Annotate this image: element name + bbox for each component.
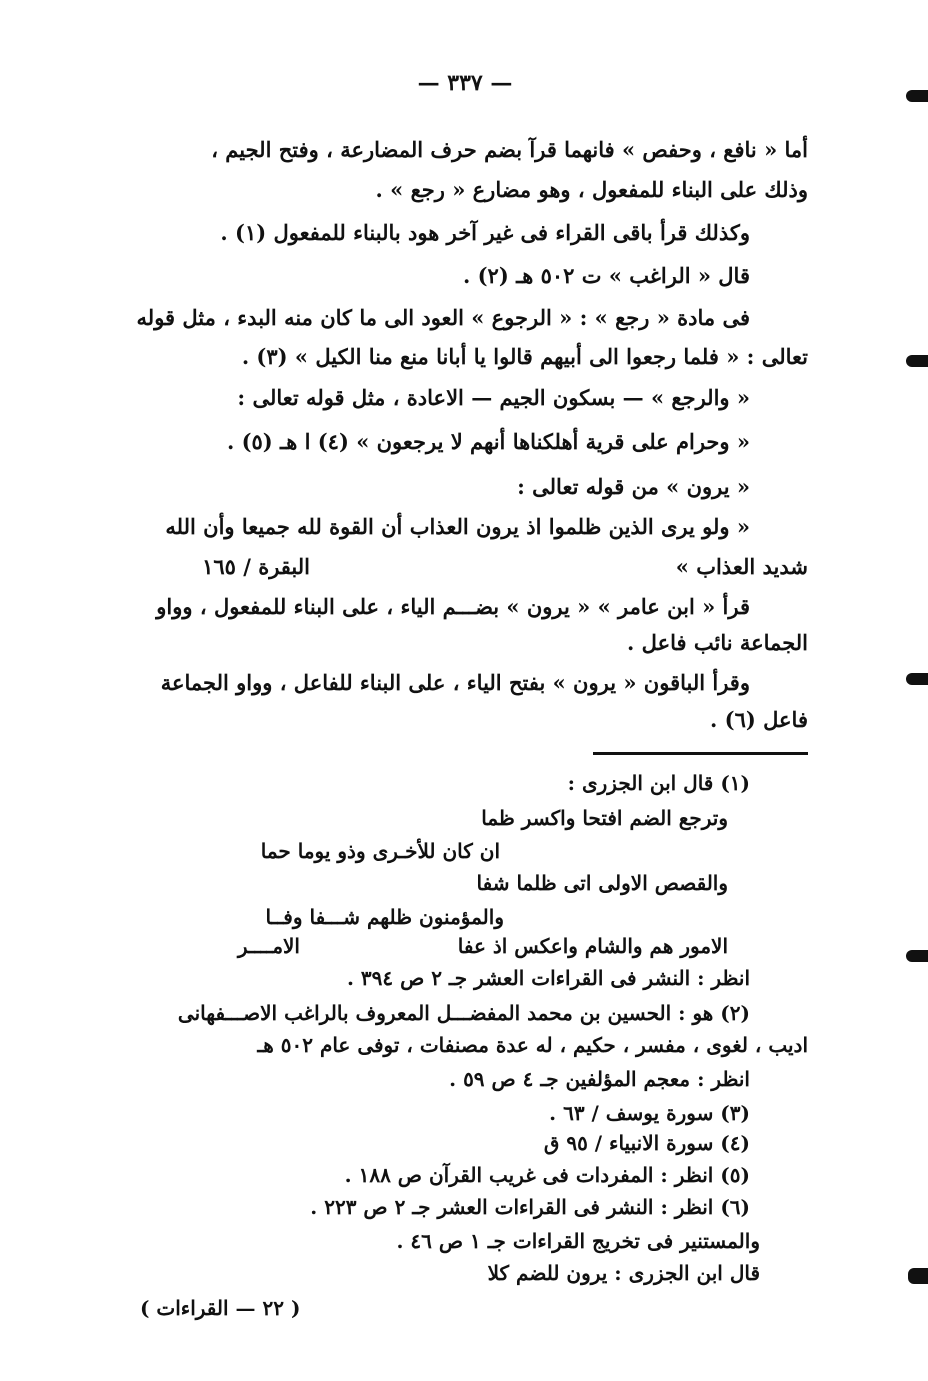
margin-mark [906,673,928,685]
body-line: « يرون » من قوله تعالى : [517,474,750,499]
body-line: « ولو يرى الذين ظلموا اذ يرون العذاب أن القوة لله جميعا وأن الله [165,514,750,539]
footnote-line: الامــــر [237,934,300,958]
margin-mark [908,1268,928,1284]
footnote-line: (١) قال ابن الجزرى : [567,771,750,795]
footnote-line: والقصص الاولى اتى ظلما شفا [476,871,728,895]
body-line: قال « الراغب » ت ٥٠٢ هـ (٢) . [462,263,750,288]
body-line: فاعل (٦) . [710,707,808,732]
footnote-line: (٥) انظر : المفردات فى غريب القرآن ص ١٨٨ . [344,1163,750,1187]
footnote-line: (٦) انظر : النشر فى القراءات العشر جـ ٢ ص ٢٢٣ . [310,1195,750,1219]
footnote-line: (٣) سورة يوسف / ٦٣ . [549,1101,750,1125]
body-line: فى مادة « رجع » : « الرجوع » العود الى ما كان منه البدء ، مثل قوله [136,305,750,330]
footnote-line: انظر : معجم المؤلفين جـ ٤ ص ٥٩ . [449,1067,750,1091]
signature-mark: ( ٢٢ — القراءات ) [140,1296,301,1320]
footnote-line: وترجع الضم افتحا واكسر ظما [481,806,728,830]
margin-mark [906,355,928,367]
margin-mark [906,950,928,962]
footnote-line: انظر : النشر فى القراءات العشر جـ ٢ ص ٣٩٤ . [346,966,750,990]
body-line: وكذلك قرأ باقى القراء فى غير آخر هود بالبناء للمفعول (١) . [220,220,750,245]
body-line: قرأ « ابن عامر » « يرون » بضـــم الياء ، على البناء للمفعول ، وواو [156,594,750,619]
footnote-line: قال ابن الجزرى : يرون للضم كلا [487,1261,760,1285]
footnote-divider [593,752,808,755]
body-line: وذلك على البناء للمفعول ، وهو مضارع « رجع » . [375,177,808,202]
page-number: — ٣٣٧ — [417,70,513,96]
body-line: أما « نافع ، وحفص » فانهما قرآ بضم حرف المضارعة ، وفتح الجيم ، [211,137,808,162]
body-line: « والرجع » — بسكون الجيم — الاعادة ، مثل قوله تعالى : [237,385,750,410]
footnote-line: (٢) هو : الحسين بن محمد المفضـــل المعروف بالراغب الاصـــفهانى [177,1001,750,1025]
footnote-line: ان كان للأخـرى وذو يوما حما [260,839,500,863]
footnote-line: (٤) سورة الانبياء / ٩٥ ق [543,1131,750,1155]
body-line: تعالى : « فلما رجعوا الى أبيهم قالوا يا أبانا منع منا الكيل » (٣) . [241,344,808,369]
body-line: « وحرام على قرية أهلكناها أنهم لا يرجعون » (٤) ا هـ (٥) . [226,429,750,454]
footnote-line: والمستنير فى تخريج القراءات جـ ١ ص ٤٦ . [396,1229,760,1253]
body-line: شديد العذاب » [675,554,808,579]
verse-reference: البقرة / ١٦٥ [202,554,310,579]
margin-mark [906,90,928,102]
body-line: وقرأ الباقون « يرون » بفتح الياء ، على البناء للفاعل ، وواو الجماعة [160,670,750,695]
footnote-line: الامور هم والشام واعكس اذ عفا [457,934,728,958]
body-line: الجماعة نائب فاعل . [627,630,808,655]
footnote-line: والمؤمنون ظلهم شـــفا وفــا [265,905,504,929]
footnote-line: اديب ، لغوى ، مفسر ، حكيم ، له عدة مصنفات ، توفى عام ٥٠٢ هـ [257,1033,808,1057]
